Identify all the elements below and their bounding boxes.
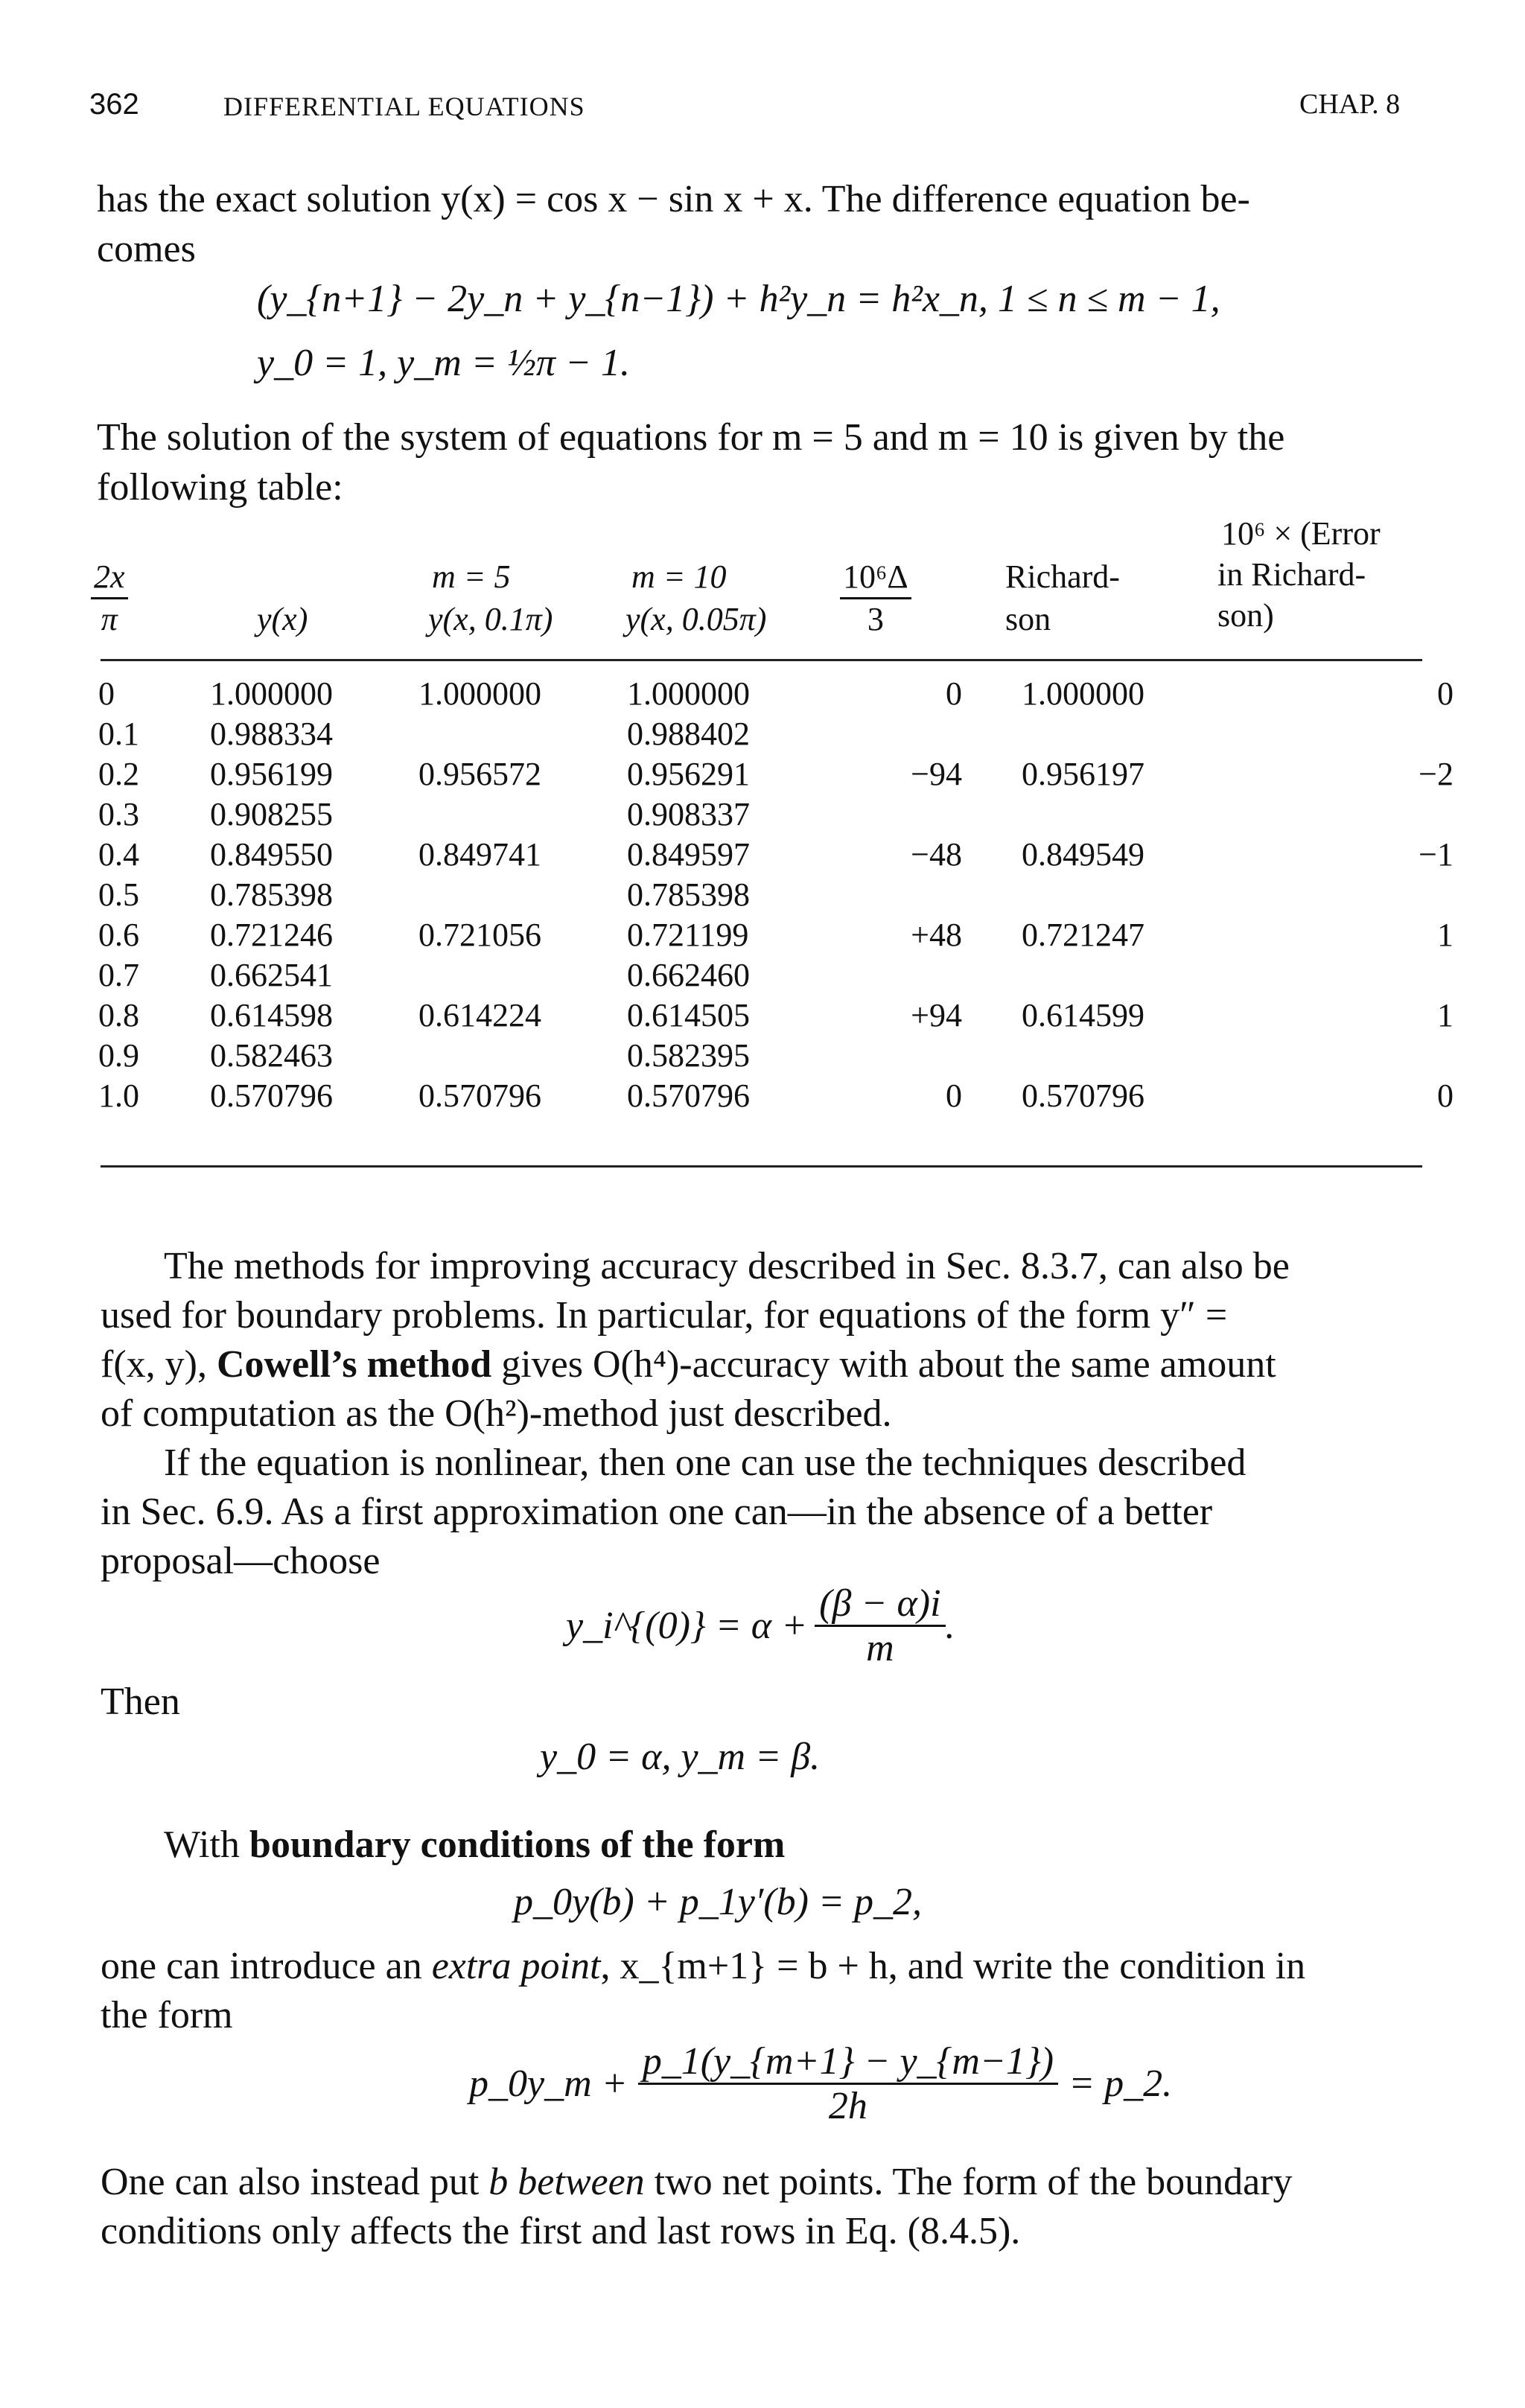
table-bottom-rule: [101, 1165, 1422, 1168]
cell: 0.582463: [210, 1037, 333, 1074]
b-between-term: b between: [488, 2161, 645, 2203]
cell: 0: [946, 1077, 962, 1114]
cell: −2: [1419, 756, 1454, 792]
para1-line-4: of computation as the O(h²)-method just described.: [101, 1392, 892, 1435]
cell: [1245, 714, 1454, 754]
cell: 1.000000: [418, 675, 541, 712]
para1-line-3: [101, 1340, 1276, 1389]
header-exact: y(x): [257, 601, 308, 637]
eq2-fraction: [815, 1582, 945, 1669]
first-approximation-equation: [566, 1582, 955, 1669]
table-top-rule: [101, 659, 1422, 661]
cell: 1.000000: [627, 675, 750, 712]
header-m5-bottom: y(x, 0.1π): [428, 601, 553, 637]
para2-line-3: proposal—choose: [101, 1540, 381, 1582]
cell: [1245, 955, 1454, 996]
table-row: [89, 875, 1454, 915]
extra-point-term: extra point: [431, 1945, 601, 1987]
cell: 0.721247: [1022, 917, 1144, 953]
cell: 0: [946, 675, 962, 712]
cell: 0.849550: [210, 836, 333, 873]
intro-line-1: has the exact solution y(x) = cos x − sin x + x. The difference equation be-: [97, 178, 1250, 220]
then-label: Then: [101, 1681, 180, 1723]
cell: 0.570796: [1022, 1077, 1144, 1114]
table-row: [89, 915, 1454, 955]
cell: 0.849741: [418, 836, 541, 873]
cell: −1: [1419, 836, 1454, 873]
cell: 0.7: [98, 957, 139, 993]
eq2-numerator: (β − α)i: [815, 1582, 945, 1627]
para4-line-1: [101, 1942, 1305, 1991]
cell: 0.721199: [627, 917, 749, 953]
cell: 0.785398: [210, 876, 333, 913]
cell: 0.614505: [627, 997, 750, 1033]
cell: 0.2: [98, 756, 139, 792]
table-row: [89, 674, 1454, 714]
cell: [1245, 875, 1454, 915]
cell: 0.956291: [627, 756, 750, 792]
cell: [843, 875, 962, 915]
cell: 0.614598: [210, 997, 333, 1033]
intro-line-2: comes: [97, 228, 196, 270]
cell: 1: [1437, 917, 1454, 953]
cell: [843, 714, 962, 754]
table-row: [89, 754, 1454, 794]
header-2x: 2x: [91, 557, 128, 599]
header-2x-over-pi: [91, 557, 128, 640]
cell: 0.908337: [627, 796, 750, 832]
cell: [418, 794, 627, 835]
cell: 1.0: [98, 1077, 139, 1114]
boundary-conditions-term: boundary conditions of the form: [249, 1823, 786, 1866]
table-intro-line-2: following table:: [97, 466, 343, 509]
cell: 0.570796: [418, 1077, 541, 1114]
cell: 0.614599: [1022, 997, 1144, 1033]
eq2-lhs: y_i^{(0)} = α +: [566, 1605, 808, 1648]
table-row: [89, 835, 1454, 875]
cell: 0.662460: [627, 957, 750, 993]
cell: [843, 794, 962, 835]
cell: 0.721056: [418, 917, 541, 953]
para1-line-2: used for boundary problems. In particular, for equations of the form y″ =: [101, 1294, 1228, 1337]
header-error-line-1: 10⁶ × (Error: [1221, 515, 1381, 552]
chapter-label: CHAP. 8: [1299, 89, 1401, 120]
para5-line-2: conditions only affects the first and last rows in Eq. (8.4.5).: [101, 2210, 1021, 2252]
header-m10-bottom: y(x, 0.05π): [625, 601, 767, 637]
eq5-numerator: p_1(y_{m+1} − y_{m−1}): [638, 2040, 1058, 2085]
eq5-lhs: p_0y_m +: [469, 2063, 628, 2106]
header-error-line-3: son): [1217, 597, 1274, 634]
cell: +48: [911, 917, 962, 953]
cell: [418, 1036, 627, 1076]
header-delta-num: 10⁶Δ: [840, 557, 911, 599]
para2-line-1: If the equation is nonlinear, then one can use the techniques described: [164, 1442, 1247, 1484]
cell: 0.3: [98, 796, 139, 832]
cell: [843, 1036, 962, 1076]
cell: 0.9: [98, 1037, 139, 1074]
cell: 0.849549: [1022, 836, 1144, 873]
cell: [418, 955, 627, 996]
running-title: DIFFERENTIAL EQUATIONS: [223, 92, 585, 121]
table-row: [89, 1076, 1454, 1116]
cell: [962, 1036, 1245, 1076]
header-richardson-bottom: son: [1005, 601, 1051, 637]
para4-line-1-post: , x_{m+1} = b + h, and write the condition in: [600, 1945, 1306, 1987]
cell: 0: [1437, 1077, 1454, 1114]
cell: 0.8: [98, 997, 139, 1033]
para3-line: [164, 1821, 785, 1870]
discretized-boundary-condition: [469, 2040, 1172, 2127]
page-number: 362: [89, 88, 139, 121]
para5-line-1: [101, 2158, 1293, 2207]
cell: 0.570796: [210, 1077, 333, 1114]
cell: 0.849597: [627, 836, 750, 873]
cell: 0.614224: [418, 997, 541, 1033]
header-delta: [840, 557, 911, 640]
cell: 0.1: [98, 716, 139, 752]
cell: 0.582395: [627, 1037, 750, 1074]
cell: +94: [911, 997, 962, 1033]
cell: 0: [98, 675, 115, 712]
cell: 0.4: [98, 836, 139, 873]
table-intro-line-1: The solution of the system of equations for m = 5 and m = 10 is given by the: [97, 416, 1285, 459]
table-row: [89, 955, 1454, 996]
para1-line-1: The methods for improving accuracy described in Sec. 8.3.7, can also be: [164, 1245, 1290, 1287]
results-table: [89, 674, 1454, 1116]
cell: 0.721246: [210, 917, 333, 953]
cell: [962, 794, 1245, 835]
cell: 0.570796: [627, 1077, 750, 1114]
cell: 1.000000: [210, 675, 333, 712]
cell: 1.000000: [1022, 675, 1144, 712]
cell: 0.988402: [627, 716, 750, 752]
cell: [1245, 794, 1454, 835]
table-row: [89, 1036, 1454, 1076]
table-row: [89, 714, 1454, 754]
cell: [962, 955, 1245, 996]
cell: [962, 714, 1245, 754]
cell: 0.785398: [627, 876, 750, 913]
table-row: [89, 996, 1454, 1036]
para4-line-2: the form: [101, 1994, 233, 2036]
cell: 0.908255: [210, 796, 333, 832]
cell: 0.956199: [210, 756, 333, 792]
header-richardson-top: Richard-: [1005, 558, 1120, 595]
para3-pre: With: [164, 1823, 249, 1866]
cell: 1: [1437, 997, 1454, 1033]
cell: 0.956197: [1022, 756, 1144, 792]
para4-line-1-pre: one can introduce an: [101, 1945, 432, 1987]
table-row: [89, 794, 1454, 835]
cell: −48: [911, 836, 962, 873]
difference-equation: (y_{n+1} − 2y_n + y_{n−1}) + h²y_n = h²x_n, 1 ≤ n ≤ m − 1,: [257, 278, 1220, 320]
header-error-line-2: in Richard-: [1217, 556, 1366, 593]
cell: [962, 875, 1245, 915]
header-m5-top: m = 5: [432, 558, 511, 595]
cell: 0.6: [98, 917, 139, 953]
cell: [1245, 1036, 1454, 1076]
cell: 0.662541: [210, 957, 333, 993]
eq5-denominator: 2h: [828, 2085, 867, 2128]
cell: [843, 955, 962, 996]
cell: −94: [911, 756, 962, 792]
header-delta-den: 3: [867, 601, 884, 637]
header-pi: π: [101, 601, 118, 637]
header-m10-top: m = 10: [631, 558, 727, 595]
cell: 0.5: [98, 876, 139, 913]
eq2-denominator: m: [866, 1627, 894, 1670]
eq5-fraction: [638, 2040, 1058, 2127]
cell: 0.988334: [210, 716, 333, 752]
para1-line-3-post: gives O(h⁴)-accuracy with about the same amount: [491, 1343, 1276, 1386]
para5-line-1-pre: One can also instead put: [101, 2161, 489, 2203]
para5-line-1-post: two net points. The form of the boundary: [644, 2161, 1293, 2203]
eq2-tail: .: [945, 1605, 955, 1648]
general-boundary-condition: p_0y(b) + p_1y′(b) = p_2,: [514, 1881, 922, 1923]
cell: [418, 875, 627, 915]
cowells-method-term: Cowell’s method: [216, 1343, 492, 1386]
boundary-equation: y_0 = α, y_m = β.: [540, 1736, 821, 1778]
cell: 0: [1437, 675, 1454, 712]
eq5-rhs: = p_2.: [1069, 2063, 1173, 2106]
boundary-values: y_0 = 1, y_m = ½π − 1.: [257, 342, 631, 384]
para1-line-3-pre: f(x, y),: [101, 1343, 217, 1386]
para2-line-2: in Sec. 6.9. As a first approximation one can—in the absence of a better: [101, 1491, 1213, 1533]
cell: 0.956572: [418, 756, 541, 792]
cell: [418, 714, 627, 754]
